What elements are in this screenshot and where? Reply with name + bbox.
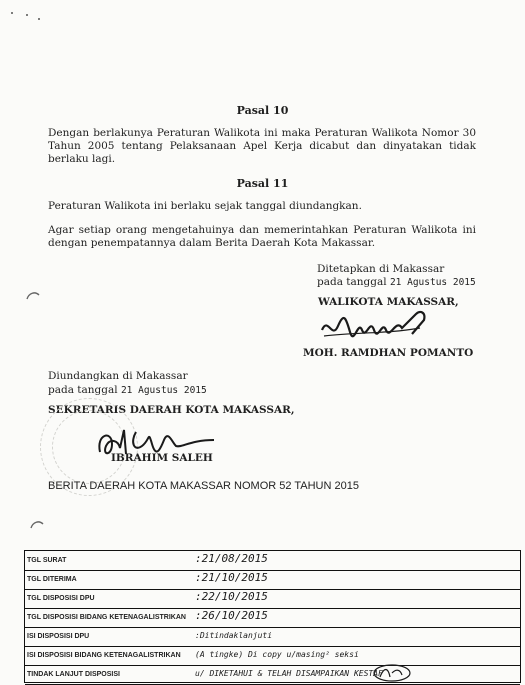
- diundangkan-date-value: 21 Agustus 2015: [120, 385, 207, 396]
- disposition-label: TGL DISPOSISI DPU: [27, 595, 95, 602]
- disposition-row: [25, 627, 520, 647]
- walikota-signature: [316, 306, 436, 346]
- ditetapkan-date-row: [317, 276, 476, 288]
- disposition-row: [25, 646, 520, 666]
- diundangkan-date-row: [48, 384, 207, 396]
- disposition-value: :21/08/2015: [195, 552, 268, 565]
- disposition-row: [25, 551, 520, 571]
- disposition-label: ISI DISPOSISI BIDANG KETENAGALISTRIKAN: [27, 652, 181, 659]
- berita-daerah-year: TAHUN 2015: [294, 480, 359, 492]
- ditetapkan-name: MOH. RAMDHAN POMANTO: [303, 347, 474, 359]
- disposition-label: TGL DITERIMA: [27, 576, 77, 583]
- disposition-table: [24, 550, 521, 683]
- diundangkan-place: Diundangkan di Makassar: [48, 370, 188, 382]
- ditetapkan-date-value: 21 Agustus 2015: [389, 277, 476, 288]
- scan-speck: [11, 12, 13, 14]
- diundangkan-title: SEKRETARIS DAERAH KOTA MAKASSAR,: [48, 404, 295, 416]
- disposition-value: (A tingke) Di copy u/masing² seksi: [195, 650, 359, 659]
- disposition-value: :22/10/2015: [195, 590, 268, 603]
- disposition-label: TINDAK LANJUT DISPOSISI: [27, 671, 120, 678]
- pasal-10-heading: Pasal 10: [236, 104, 289, 117]
- ditetapkan-place: Ditetapkan di Makassar: [317, 263, 445, 275]
- pasal-11-heading: Pasal 11: [236, 177, 289, 190]
- disposition-label: ISI DISPOSISI DPU: [27, 633, 90, 640]
- diundangkan-date-label: pada tanggal: [48, 384, 118, 396]
- pasal-10-text: Dengan berlakunya Peraturan Walikota ini maka Peraturan Walikota Nomor 30 Tahun 2005 tentang Pelaksanaan Apel Kerja dicabut dan dinyatakan tidak berlaku lagi.: [48, 127, 476, 165]
- disposition-value: :21/10/2015: [195, 571, 268, 584]
- scan-speck: [26, 14, 28, 16]
- disposition-label: TGL DISPOSISI BIDANG KETENAGALISTRIKAN: [27, 614, 186, 621]
- ditetapkan-date-label: pada tanggal: [317, 276, 387, 288]
- scan-speck: [38, 18, 40, 20]
- disposition-row: [25, 589, 520, 609]
- punch-mark-icon: [30, 520, 44, 530]
- initials-scribble-icon: [372, 663, 412, 683]
- diundangkan-name: IBRAHIM SALEH: [111, 452, 213, 464]
- pasal-11-text-1: Peraturan Walikota ini berlaku sejak tanggal diundangkan.: [48, 200, 362, 212]
- berita-daerah-number: 52: [279, 480, 292, 492]
- punch-mark-icon: [26, 291, 40, 301]
- berita-daerah-text: BERITA DAERAH KOTA MAKASSAR NOMOR: [48, 480, 277, 492]
- disposition-label: TGL SURAT: [27, 557, 67, 564]
- ditetapkan-title: WALIKOTA MAKASSAR,: [318, 296, 459, 308]
- berita-daerah-line: [48, 480, 359, 492]
- pasal-11-text-2: Agar setiap orang mengetahuinya dan memerintahkan Peraturan Walikota ini dengan penempatannya dalam Berita Daerah Kota Makassar.: [48, 224, 476, 249]
- disposition-value: u/ DIKETAHUI & TELAH DISAMPAIKAN KESTAF: [195, 669, 383, 678]
- disposition-value: :26/10/2015: [195, 609, 268, 622]
- disposition-value: :Ditindaklanjuti: [195, 631, 273, 640]
- disposition-row: [25, 665, 520, 685]
- disposition-row: [25, 608, 520, 628]
- disposition-row: [25, 570, 520, 590]
